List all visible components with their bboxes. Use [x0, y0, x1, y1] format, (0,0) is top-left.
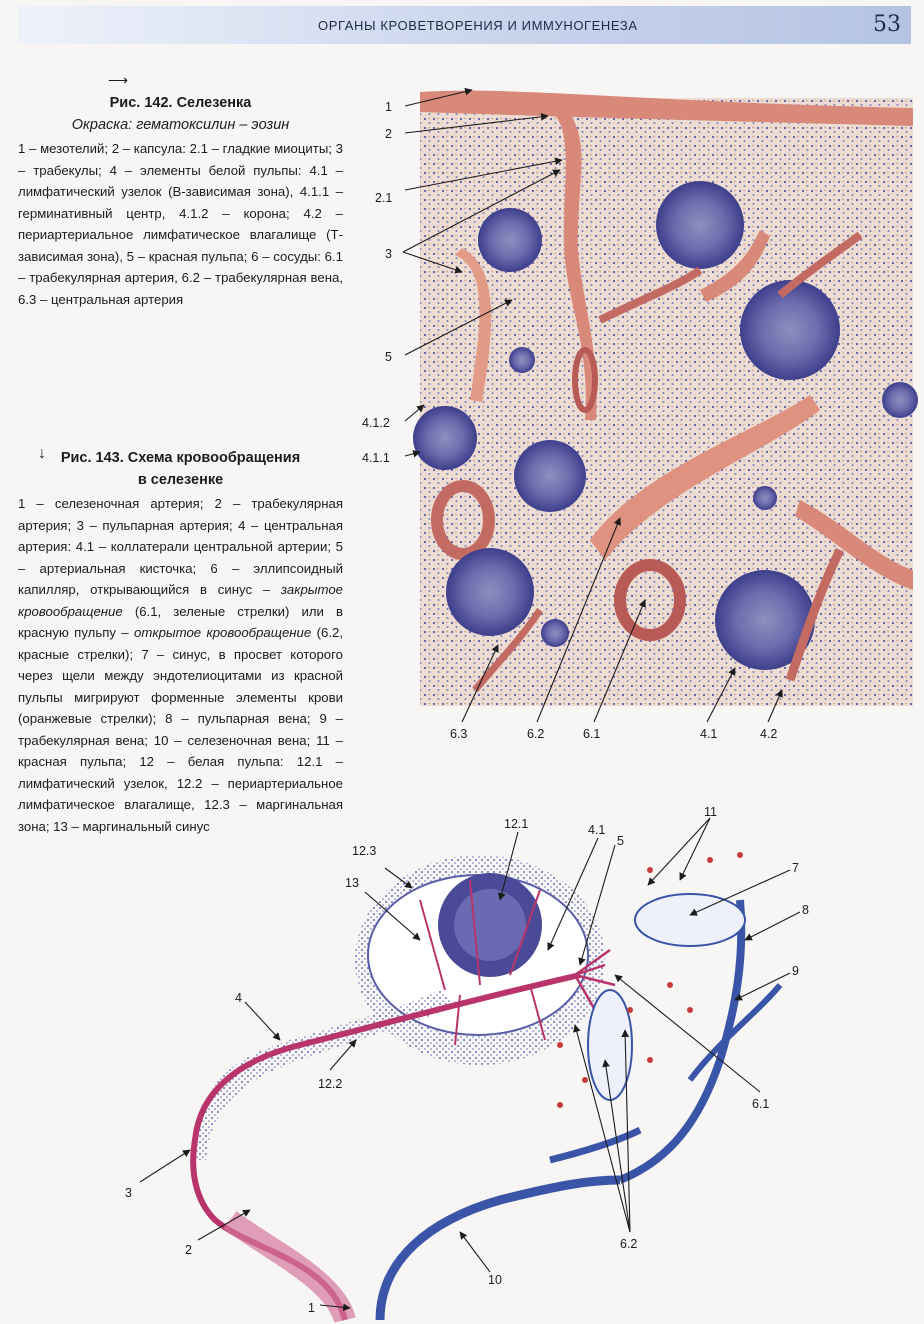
- header-title: ОРГАНЫ КРОВЕТВОРЕНИЯ И ИММУНОГЕНЕЗА: [318, 18, 638, 33]
- fig143-legend-part-c: (6.2, красные стрелки); 7 – синус, в просвет которого через щели между эндотелиоцитами из красной пульпы мигрируют форменные элементы крови (оранжевые стрелки); 8 – пульпарная вена; 9 – трабекулярная вена; 10 – селезеночная вена; 11 – красная пульпа; 12 – белая пульпа: 12.1 – лимфатический узелок, 12.2 – периартериальное лимфатическое влагалище, 12.3 – маргинальная зона; 13 – маргинальный синус: [18, 625, 344, 834]
- fig143-label-8: 8: [802, 903, 809, 917]
- fig143-label-12-2: 12.2: [318, 1077, 343, 1091]
- fig142-label-4-1-1: 4.1.1: [362, 451, 390, 465]
- fig142-label-1: 1: [385, 100, 392, 114]
- fig143-label-10: 10: [488, 1273, 502, 1287]
- fig142-title: Рис. 142. Селезенка: [109, 95, 252, 111]
- fig142-stain: Окраска: гематоксилин – эозин: [71, 117, 290, 133]
- fig143-legend-closed: закрытое кровообращение: [18, 582, 343, 619]
- fig143-label-7: 7: [792, 861, 799, 875]
- arrow-right-icon: ⟶: [108, 72, 129, 88]
- fig142-legend: 1 – мезотелий; 2 – капсула: 2.1 – гладкие миоциты; 3 – трабекулы; 4 – элементы белой пульпы: 4.1 – лимфатический узелок (В-зависимая зона), 4.1.1 – герминативный центр, 4.1.2 – корона; 4.2 – периартериальное лимфатическое влагалище (Т-зависимая зона), 5 – красная пульпа; 6 – сосуды: 6.1 – трабекулярная артерия, 6.2 – трабекулярная вена, 6.3 – центральная артерия: [18, 141, 343, 307]
- arrow-down-icon: ↓: [38, 445, 46, 462]
- fig143-label-4-1: 4.1: [588, 823, 606, 837]
- fig142-label-4-2: 4.2: [760, 727, 778, 741]
- fig143-label-12-3: 12.3: [352, 844, 377, 858]
- fig143-label-6-2: 6.2: [620, 1237, 638, 1251]
- fig143-label-13: 13: [345, 876, 359, 890]
- fig143-label-5: 5: [617, 834, 624, 848]
- fig143-label-12-1: 12.1: [504, 817, 529, 831]
- fig143-label-11: 11: [704, 805, 717, 819]
- page-number: 53: [873, 12, 901, 37]
- fig143-label-1: 1: [308, 1301, 315, 1315]
- fig142-micrograph: [413, 91, 918, 706]
- fig143-label-9: 9: [792, 964, 799, 978]
- fig142-label-3: 3: [385, 247, 392, 261]
- fig142-label-6-2: 6.2: [527, 727, 545, 741]
- fig143-label-4: 4: [235, 991, 242, 1005]
- fig143-title-line1: Рис. 143. Схема кровообращения: [60, 450, 301, 466]
- fig142-label-4-1: 4.1: [700, 727, 718, 741]
- fig143-label-3: 3: [125, 1186, 132, 1200]
- fig143-diagram: [190, 852, 780, 1320]
- fig142-label-2-1: 2.1: [375, 191, 393, 205]
- fig142-label-5: 5: [385, 350, 392, 364]
- fig143-label-6-1: 6.1: [752, 1097, 770, 1111]
- fig142-label-2: 2: [385, 127, 392, 141]
- fig143-legend-open: открытое кровообращение: [134, 625, 312, 640]
- fig143-legend-part-b: (6.1, зеленые стрелки) или в красную пульпу –: [18, 603, 343, 640]
- fig143-title-line2: в селезенке: [137, 472, 224, 488]
- fig143-label-2: 2: [185, 1243, 192, 1257]
- fig143-legend-part-a: 1 – селезеночная артерия; 2 – трабекулярная артерия; 3 – пульпарная артерия; 4 – центральная артерия: 4.1 – коллатерали центральной артерии; 5 – артериальная кисточка; 6 – эллипсоидный капилляр, открывающийся в синус –: [18, 496, 343, 597]
- fig142-label-6-1: 6.1: [583, 727, 601, 741]
- fig142-label-4-1-2: 4.1.2: [362, 416, 390, 430]
- fig142-label-6-3: 6.3: [450, 727, 468, 741]
